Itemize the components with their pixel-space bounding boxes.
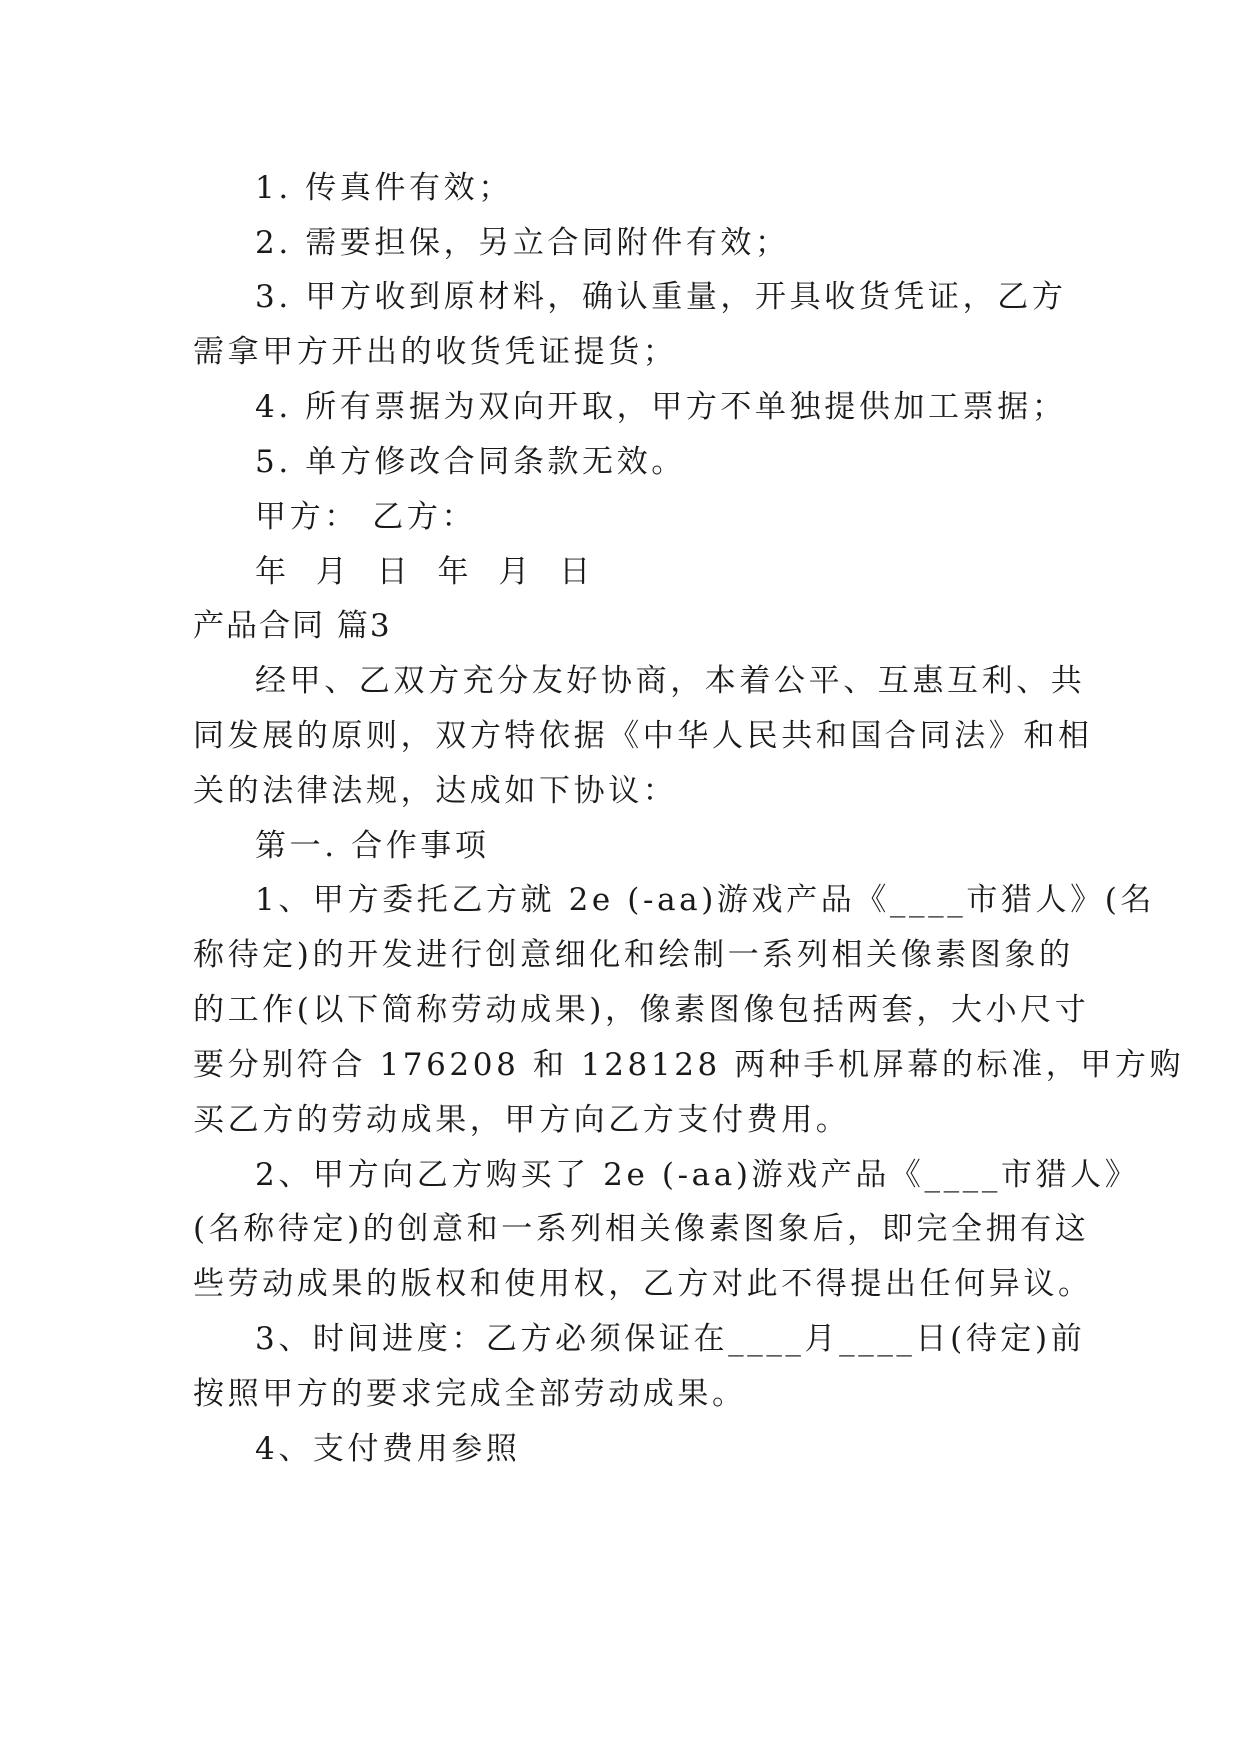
item-1-line-1: 1、甲方委托乙方就 2e (-aa)游戏产品《____市猎人》(名 xyxy=(255,882,1156,918)
item-1-line-2: 称待定)的开发进行创意细化和绘制一系列相关像素图象的 xyxy=(193,937,1074,973)
item-2-line-1: 2、甲方向乙方购买了 2e (-aa)游戏产品《____市猎人》 xyxy=(255,1157,1140,1193)
clause-3: 3. 甲方收到原材料，确认重量，开具收货凭证，乙方 xyxy=(255,279,1067,315)
item-1-line-5: 买乙方的劳动成果，甲方向乙方支付费用。 xyxy=(193,1102,851,1138)
clause-4: 4. 所有票据为双向开取，甲方不单独提供加工票据； xyxy=(255,389,1067,425)
intro-paragraph-line-1: 经甲、乙双方充分友好协商，本着公平、互惠互利、共 xyxy=(255,663,1086,699)
section-heading: 产品合同 篇3 xyxy=(193,608,392,644)
item-1-line-4: 要分别符合 176208 和 128128 两种手机屏幕的标准，甲方购 xyxy=(193,1047,1185,1083)
item-2-line-2: (名称待定)的创意和一系列相关像素图象后，即完全拥有这 xyxy=(193,1211,1090,1247)
intro-paragraph-line-2: 同发展的原则，双方特依据《中华人民共和国合同法》和相 xyxy=(193,718,1093,754)
item-2-line-3: 些劳动成果的版权和使用权，乙方对此不得提出任何异议。 xyxy=(193,1266,1093,1302)
item-4-line-1: 4、支付费用参照 xyxy=(255,1431,521,1467)
article-1-title: 第一. 合作事项 xyxy=(255,828,490,864)
item-1-line-3: 的工作(以下简称劳动成果)，像素图像包括两套，大小尺寸 xyxy=(193,992,1090,1028)
intro-paragraph-line-3: 关的法律法规，达成如下协议： xyxy=(193,773,678,809)
item-3-line-2: 按照甲方的要求完成全部劳动成果。 xyxy=(193,1376,747,1412)
clause-5: 5. 单方修改合同条款无效。 xyxy=(255,444,686,480)
signature-parties: 甲方： 乙方： xyxy=(255,499,477,535)
clause-2: 2. 需要担保，另立合同附件有效； xyxy=(255,225,790,261)
clause-3-continued: 需拿甲方开出的收货凭证提货； xyxy=(193,334,678,370)
clause-1: 1. 传真件有效； xyxy=(255,170,513,206)
item-3-line-1: 3、时间进度：乙方必须保证在____月____日(待定)前 xyxy=(255,1321,1086,1357)
signature-dates: 年 月 日 年 月 日 xyxy=(255,554,601,590)
